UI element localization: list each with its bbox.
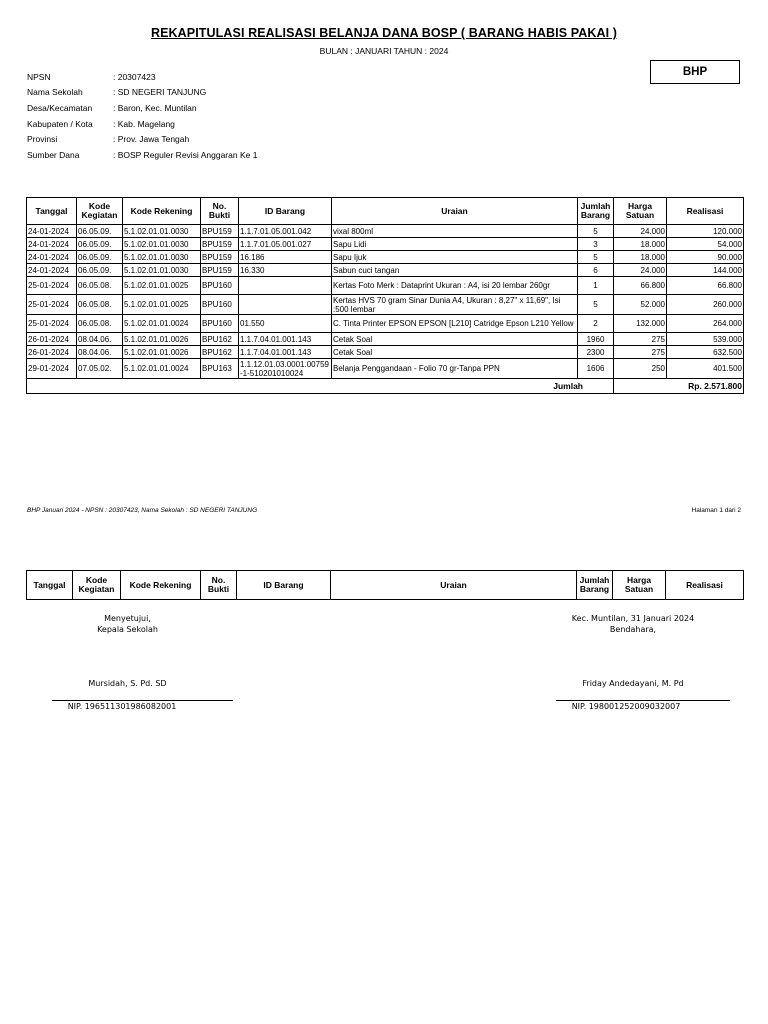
cell-tanggal: 24-01-2024: [27, 264, 77, 277]
cell-uraian: Sabun cuci tangan: [332, 264, 578, 277]
cell-realisasi: 144.000: [667, 264, 744, 277]
cell-tanggal: 24-01-2024: [27, 251, 77, 264]
cell-kode-kegiatan: 06.05.09.: [77, 238, 123, 251]
header-realisasi: Realisasi: [666, 571, 744, 600]
info-value: : Kab. Magelang: [113, 118, 175, 129]
total-label: Jumlah: [27, 379, 614, 394]
cell-jumlah: 2300: [578, 346, 614, 359]
realisasi-table-continued: [26, 570, 744, 600]
cell-uraian: Sapu Ijuk: [332, 251, 578, 264]
cell-tanggal: 25-01-2024: [27, 315, 77, 333]
info-row: [27, 100, 257, 116]
cell-kode-rekening: 5.1.02.01.01.0025: [123, 295, 201, 315]
cell-harga: 52.000: [614, 295, 667, 315]
header-harga-satuan: Harga Satuan: [613, 571, 666, 600]
cell-kode-rekening: 5.1.02.01.01.0030: [123, 225, 201, 238]
school-info-table: [27, 69, 257, 163]
cell-harga: 18.000: [614, 251, 667, 264]
info-row: [27, 131, 257, 147]
cell-no-bukti: BPU160: [201, 315, 239, 333]
cell-jumlah: 3: [578, 238, 614, 251]
signature-right-name: Friday Andedayani, M. Pd: [582, 679, 684, 688]
signature-right-nip: NIP. 198001252009032007: [571, 702, 681, 711]
header-tanggal: Tanggal: [27, 571, 73, 600]
cell-harga: 132.000: [614, 315, 667, 333]
cell-id-barang: 16.330: [239, 264, 332, 277]
page-number: Halaman 1 dari 2: [691, 507, 741, 514]
cell-kode-rekening: 5.1.02.01.01.0026: [123, 333, 201, 346]
info-row: [27, 85, 257, 101]
info-label: Desa/Kecamatan: [27, 102, 93, 113]
table-row: [27, 346, 744, 359]
cell-id-barang: 16.186: [239, 251, 332, 264]
cell-no-bukti: BPU162: [201, 333, 239, 346]
cell-no-bukti: BPU162: [201, 346, 239, 359]
info-row: [27, 147, 257, 163]
cell-no-bukti: BPU159: [201, 238, 239, 251]
table-row: [27, 315, 744, 333]
cell-tanggal: 25-01-2024: [27, 295, 77, 315]
cell-kode-kegiatan: 06.05.08.: [77, 277, 123, 295]
cell-harga: 24.000: [614, 264, 667, 277]
cell-kode-kegiatan: 06.05.09.: [77, 264, 123, 277]
info-value: : 20307423: [113, 71, 156, 82]
cell-realisasi: 539.000: [667, 333, 744, 346]
header-id-barang: ID Barang: [239, 198, 332, 225]
cell-jumlah: 5: [578, 251, 614, 264]
cell-harga: 66.800: [614, 277, 667, 295]
cell-no-bukti: BPU159: [201, 225, 239, 238]
document-title: REKAPITULASI REALISASI BELANJA DANA BOSP ( BARANG HABIS PAKAI ): [150, 26, 618, 40]
header-tanggal: Tanggal: [27, 198, 77, 225]
table-header-row: [27, 198, 744, 225]
table-row: [27, 277, 744, 295]
cell-id-barang: 1.1.7.01.05.001.027: [239, 238, 332, 251]
cell-uraian: Cetak Soal: [332, 346, 578, 359]
cell-kode-rekening: 5.1.02.01.01.0026: [123, 346, 201, 359]
cell-realisasi: 264.000: [667, 315, 744, 333]
info-label: Sumber Dana: [27, 149, 80, 160]
signature-left-nip: NIP. 196511301986082001: [67, 702, 177, 711]
cell-id-barang: 01.550: [239, 315, 332, 333]
cell-jumlah: 5: [578, 225, 614, 238]
cell-tanggal: 24-01-2024: [27, 238, 77, 251]
cell-jumlah: 1: [578, 277, 614, 295]
header-no-bukti: No. Bukti: [201, 198, 239, 225]
cell-kode-rekening: 5.1.02.01.01.0030: [123, 264, 201, 277]
cell-kode-rekening: 5.1.02.01.01.0025: [123, 277, 201, 295]
header-kode-kegiatan: Kode Kegiatan: [73, 571, 121, 600]
table-row: [27, 295, 744, 315]
cell-no-bukti: BPU159: [201, 264, 239, 277]
cell-no-bukti: BPU160: [201, 295, 239, 315]
cell-id-barang: 1.1.7.04.01.001.143: [239, 346, 332, 359]
cell-kode-rekening: 5.1.02.01.01.0024: [123, 359, 201, 379]
bhp-badge: BHP: [650, 60, 740, 84]
info-value: : Baron, Kec. Muntilan: [113, 102, 197, 113]
cell-kode-kegiatan: 08.04.06.: [77, 346, 123, 359]
info-row: [27, 116, 257, 132]
signature-left-name: Mursidah, S. Pd. SD: [88, 679, 167, 688]
cell-jumlah: 1960: [578, 333, 614, 346]
cell-tanggal: 24-01-2024: [27, 225, 77, 238]
cell-kode-kegiatan: 06.05.09.: [77, 225, 123, 238]
signature-left-block: [40, 613, 215, 635]
header-no-bukti: No. Bukti: [201, 571, 237, 600]
cell-no-bukti: BPU160: [201, 277, 239, 295]
table-row: [27, 264, 744, 277]
cell-harga: 250: [614, 359, 667, 379]
cell-realisasi: 632.500: [667, 346, 744, 359]
info-label: Kabupaten / Kota: [27, 118, 93, 129]
cell-jumlah: 2: [578, 315, 614, 333]
header-harga-satuan: Harga Satuan: [614, 198, 667, 225]
cell-uraian: Kertas HVS 70 gram Sinar Dunia A4, Ukuran : 8,27" x 11,69", Isi :500 lembar: [332, 295, 578, 315]
cell-kode-rekening: 5.1.02.01.01.0030: [123, 251, 201, 264]
cell-harga: 275: [614, 346, 667, 359]
cell-uraian: Cetak Soal: [332, 333, 578, 346]
table-row: [27, 251, 744, 264]
cell-id-barang: [239, 277, 332, 295]
cell-harga: 24.000: [614, 225, 667, 238]
header-kode-kegiatan: Kode Kegiatan: [77, 198, 123, 225]
signature-right-block: [558, 613, 708, 635]
table-row: [27, 238, 744, 251]
cell-kode-kegiatan: 06.05.09.: [77, 251, 123, 264]
cell-id-barang: 1.1.7.01.05.001.042: [239, 225, 332, 238]
signature-right-title: Bendahara,: [609, 625, 657, 634]
table-header-row: [27, 571, 744, 600]
cell-realisasi: 66.800: [667, 277, 744, 295]
total-value: Rp. 2.571.800: [614, 379, 744, 394]
info-value: : SD NEGERI TANJUNG: [113, 87, 207, 98]
cell-realisasi: 260.000: [667, 295, 744, 315]
cell-no-bukti: BPU159: [201, 251, 239, 264]
cell-id-barang: 1.1.12.01.03.0001.00759-1-510201010024: [239, 359, 332, 379]
header-id-barang: ID Barang: [237, 571, 331, 600]
header-kode-rekening: Kode Rekening: [123, 198, 201, 225]
cell-uraian: vixal 800ml: [332, 225, 578, 238]
cell-no-bukti: BPU163: [201, 359, 239, 379]
header-uraian: Uraian: [332, 198, 578, 225]
cell-tanggal: 26-01-2024: [27, 346, 77, 359]
cell-kode-kegiatan: 06.05.08.: [77, 295, 123, 315]
total-row: [27, 379, 744, 394]
cell-jumlah: 6: [578, 264, 614, 277]
cell-kode-rekening: 5.1.02.01.01.0024: [123, 315, 201, 333]
realisasi-table: [26, 197, 744, 394]
table-row: [27, 333, 744, 346]
header-jumlah-barang: Jumlah Barang: [577, 571, 613, 600]
signature-left-approval: Menyetujui,: [104, 614, 151, 623]
cell-uraian: Belanja Penggandaan - Folio 70 gr-Tanpa PPN: [332, 359, 578, 379]
signature-right-place-date: Kec. Muntilan, 31 Januari 2024: [571, 614, 695, 623]
cell-harga: 275: [614, 333, 667, 346]
cell-realisasi: 120.000: [667, 225, 744, 238]
page-footer-text: BHP Januari 2024 - NPSN : 20307423, Nama Sekolah : SD NEGERI TANJUNG: [27, 507, 258, 514]
cell-tanggal: 29-01-2024: [27, 359, 77, 379]
table-row: [27, 225, 744, 238]
header-uraian: Uraian: [331, 571, 577, 600]
cell-kode-kegiatan: 08.04.06.: [77, 333, 123, 346]
info-row: [27, 69, 257, 85]
cell-harga: 18.000: [614, 238, 667, 251]
header-jumlah-barang: Jumlah Barang: [578, 198, 614, 225]
info-label: NPSN: [27, 71, 51, 82]
cell-tanggal: 25-01-2024: [27, 277, 77, 295]
document-subtitle: BULAN : JANUARI TAHUN : 2024: [319, 46, 449, 56]
cell-uraian: C. Tinta Printer EPSON EPSON [L210] Catridge Epson L210 Yellow: [332, 315, 578, 333]
cell-kode-kegiatan: 07.05.02.: [77, 359, 123, 379]
header-realisasi: Realisasi: [667, 198, 744, 225]
cell-jumlah: 5: [578, 295, 614, 315]
info-label: Provinsi: [27, 134, 58, 145]
header-kode-rekening: Kode Rekening: [121, 571, 201, 600]
cell-uraian: Sapu Lidi: [332, 238, 578, 251]
info-label: Nama Sekolah: [27, 87, 83, 98]
cell-id-barang: 1.1.7.04.01.001.143: [239, 333, 332, 346]
cell-realisasi: 90.000: [667, 251, 744, 264]
cell-realisasi: 54.000: [667, 238, 744, 251]
cell-kode-rekening: 5.1.02.01.01.0030: [123, 238, 201, 251]
info-value: : Prov. Jawa Tengah: [113, 134, 190, 145]
cell-realisasi: 401.500: [667, 359, 744, 379]
info-value: : BOSP Reguler Revisi Anggaran Ke 1: [113, 149, 258, 160]
cell-id-barang: [239, 295, 332, 315]
cell-kode-kegiatan: 06.05.08.: [77, 315, 123, 333]
cell-uraian: Kertas Foto Merk : Dataprint Ukuran : A4, isi 20 lembar 260gr: [332, 277, 578, 295]
cell-tanggal: 26-01-2024: [27, 333, 77, 346]
signature-left-title: Kepala Sekolah: [97, 625, 158, 634]
cell-jumlah: 1606: [578, 359, 614, 379]
table-row: [27, 359, 744, 379]
